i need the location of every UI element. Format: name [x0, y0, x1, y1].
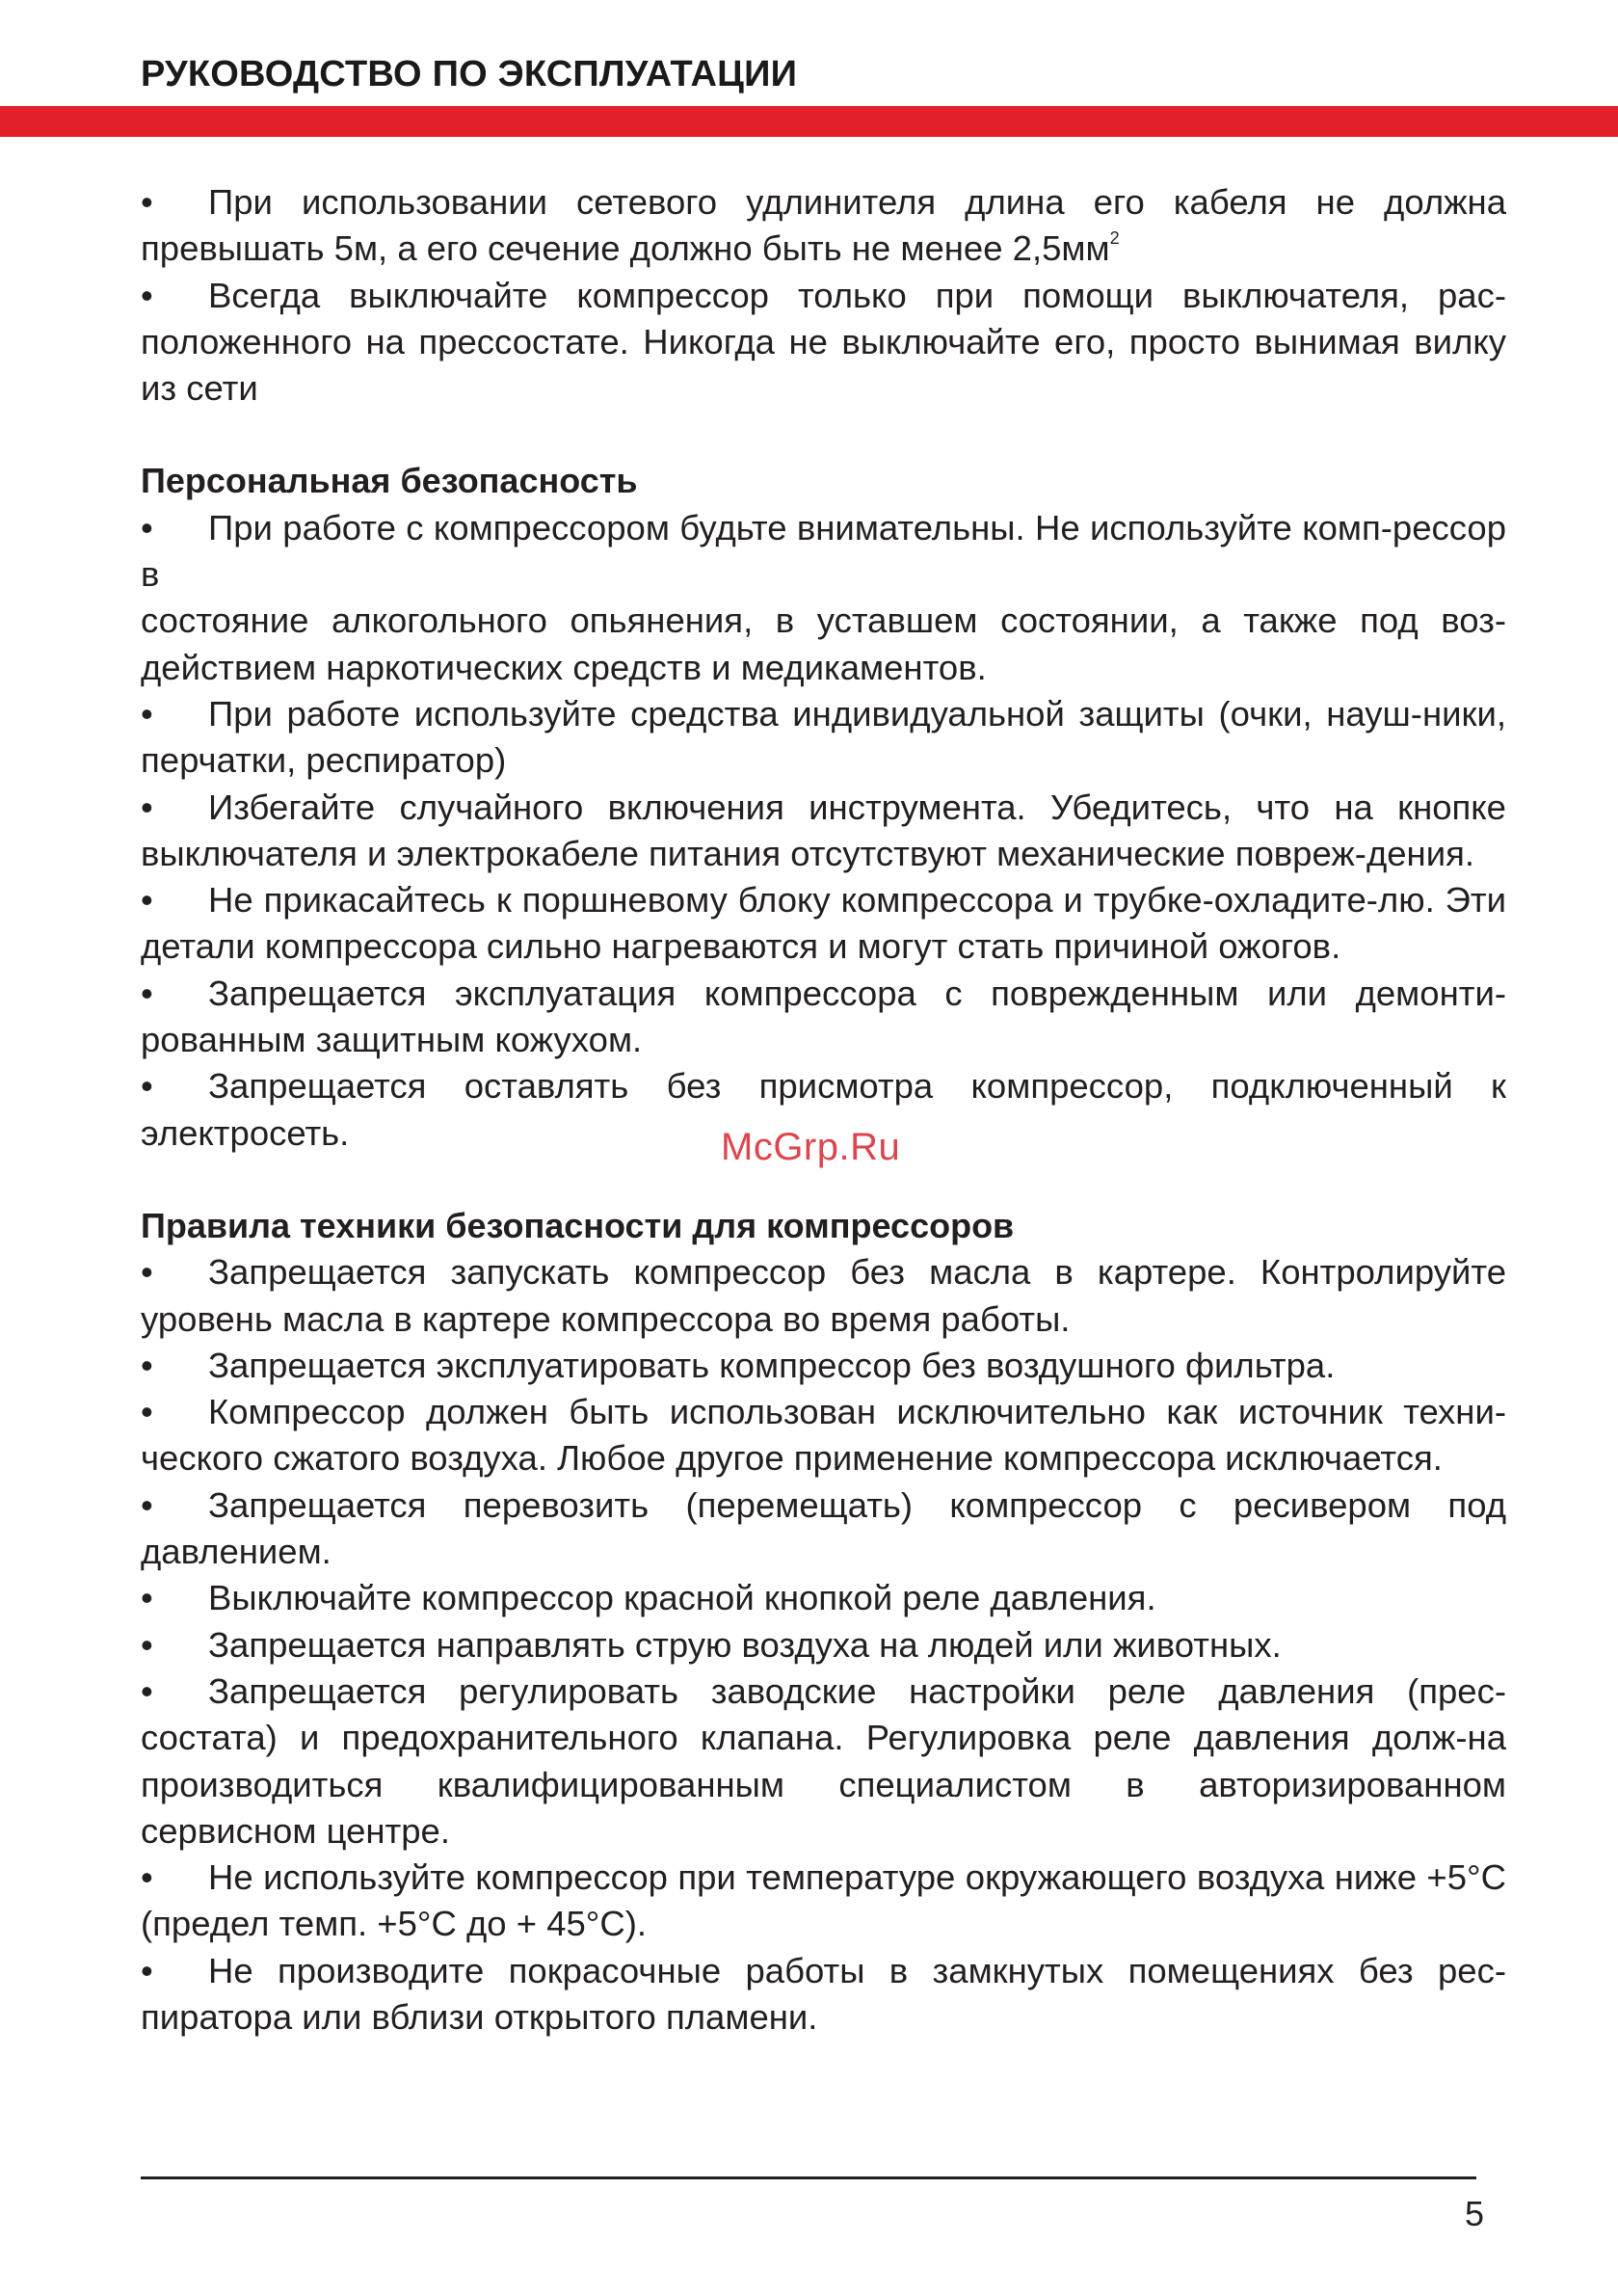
bullet-marker: •	[141, 1624, 153, 1665]
header-red-band	[0, 106, 1618, 137]
list-item-text: Избегайте случайного включения инструмента. Убедитесь, что на кнопке выключателя и электрокабеле питания отсутствуют механические повреж-дения.	[141, 787, 1506, 873]
section-title-compressor-rules: Правила техники безопасности для компрессоров	[141, 1205, 1015, 1245]
list-item	[141, 691, 1506, 785]
list-item-text: состояние алкогольного опьянения, в уставшем состоянии, а также под воз-действием наркотических средств и медикаментов.	[141, 601, 1506, 687]
bullet-marker: •	[141, 1252, 153, 1293]
list-item-text: Запрещается перевозить (перемещать) компрессор с ресивером под давлением.	[141, 1484, 1506, 1572]
list-item-text: Выключайте компрессор красной кнопкой реле давления.	[208, 1578, 1156, 1618]
bullet-marker: •	[141, 787, 153, 827]
list-item-text: Не производите покрасочные работы в замкнутых помещениях без рес-пиратора или вблизи открытого пламени.	[141, 1950, 1506, 2037]
list-item	[141, 1575, 1506, 1621]
list-item	[141, 1622, 1506, 1669]
page-header-title: РУКОВОДСТВО ПО ЭКСПЛУАТАЦИИ	[141, 54, 798, 94]
section-title-personal-safety: Персональная безопасность	[141, 461, 638, 501]
bullet-marker: •	[141, 880, 153, 921]
list-item	[141, 179, 1506, 273]
list-item	[141, 505, 1506, 599]
list-item-text: Всегда выключайте компрессор только при помощи выключателя, рас-положенного на прессостате. Никогда не выключайте его, просто вынимая вилку из сети	[141, 275, 1506, 409]
list-item	[141, 1389, 1506, 1482]
list-item-text: Запрещается направлять струю воздуха на людей или животных.	[208, 1624, 1282, 1665]
list-item-text: Запрещается эксплуатация компрессора с поврежденным или демонти-рованным защитным кожухом.	[141, 973, 1506, 1060]
list-item-text: При работе с компрессором будьте внимательны. Не используйте комп-рессор в	[141, 507, 1506, 595]
list-item-text: Запрещается регулировать заводские настройки реле давления (прес-состата) и предохранительного клапана. Регулировка реле давления долж-на производиться квалифицированным специалистом в авторизированном сервисном центре.	[141, 1670, 1506, 1851]
compressor-rules-list	[141, 1249, 1506, 2041]
list-item	[141, 1948, 1506, 2042]
list-item-text: Компрессор должен быть использован исключительно как источник техни-ческого сжатого воздуха. Любое другое применение компрессора исключается.	[141, 1392, 1506, 1479]
bullet-marker: •	[141, 1484, 153, 1525]
personal-safety-list	[141, 505, 1506, 1157]
list-item-text: Запрещается запускать компрессор без масла в картере. Контролируйте уровень масла в картере компрессора во время работы.	[141, 1252, 1506, 1339]
bullet-marker: •	[141, 1950, 153, 1990]
list-item	[141, 273, 1506, 413]
list-item	[141, 598, 1506, 691]
bullet-marker: •	[141, 182, 153, 222]
bullet-marker: •	[141, 1670, 153, 1711]
list-item-text: При работе используйте средства индивидуальной защиты (очки, науш-ники, перчатки, респиратор)	[141, 693, 1506, 781]
list-item	[141, 1855, 1506, 1948]
bullet-marker: •	[141, 1857, 153, 1898]
footer-rule	[141, 2176, 1476, 2179]
list-item-text: Не прикасайтесь к поршневому блоку компрессора и трубке-охладите-лю. Эти детали компрессора сильно нагреваются и могут стать причиной ожогов.	[141, 880, 1506, 967]
bullet-marker: •	[141, 507, 153, 547]
list-item	[141, 785, 1506, 878]
intro-list	[141, 179, 1506, 412]
bullet-marker: •	[141, 275, 153, 315]
list-item	[141, 971, 1506, 1064]
list-item-text: Запрещается эксплуатировать компрессор без воздушного фильтра.	[208, 1345, 1336, 1385]
bullet-marker: •	[141, 1392, 153, 1432]
page-number: 5	[1464, 2194, 1484, 2233]
list-item	[141, 1669, 1506, 1855]
superscript: 2	[1109, 228, 1120, 249]
bullet-marker: •	[141, 1066, 153, 1107]
list-item-text: Не используйте компрессор при температуре окружающего воздуха ниже +5°С (предел темп. +5°С до + 45°С).	[141, 1857, 1506, 1944]
list-item	[141, 1482, 1506, 1576]
bullet-marker: •	[141, 973, 153, 1013]
list-item	[141, 1249, 1506, 1343]
bullet-marker: •	[141, 693, 153, 734]
list-item-text: Запрещается оставлять без присмотра компрессор, подключенный к электросеть.	[141, 1066, 1506, 1153]
list-item	[141, 877, 1506, 971]
list-item	[141, 1343, 1506, 1389]
document-body	[141, 179, 1506, 2041]
watermark-logo: McGrp.Ru	[721, 1126, 901, 1168]
bullet-marker: •	[141, 1345, 153, 1385]
bullet-marker: •	[141, 1578, 153, 1618]
list-item-text: При использовании сетевого удлинителя длина его кабеля не должна превышать 5м, а его сечение должно быть не менее 2,5мм	[141, 182, 1506, 269]
